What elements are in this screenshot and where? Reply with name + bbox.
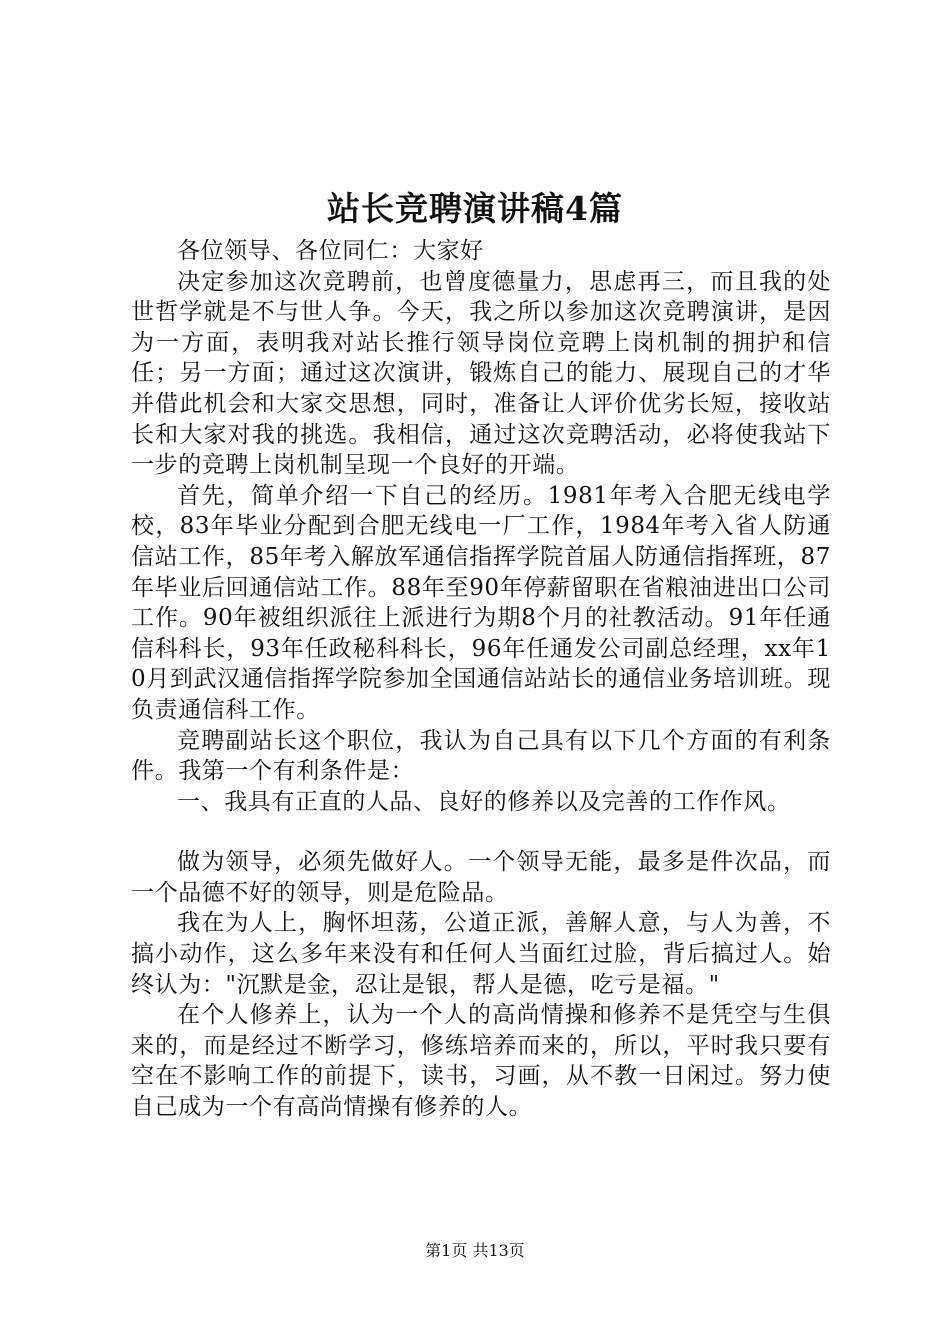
document-title: 站长竞聘演讲稿4篇 (327, 189, 623, 228)
page-footer: 第1页 共13页 (425, 1241, 525, 1260)
paragraph-character: 我在为人上，胸怀坦荡，公道正派，善解人意，与人为善，不搞小动作，这么多年来没有和任何人当面红过脸，背后搞过人。始终认为："沉默是金，忍让是银，帮人是德，吃亏是福。" (131, 910, 831, 998)
paragraph-conditions-intro: 竞聘副站长这个职位，我认为自己具有以下几个方面的有利条件。我第一个有利条件是： (131, 727, 831, 785)
paragraph-motivation: 决定参加这次竞聘前，也曾度德量力，思虑再三，而且我的处世哲学就是不与世人争。今天，我之所以参加这次竞聘演讲，是因为一方面，表明我对站长推行领导岗位竞聘上岗机制的拥护和信任；另一方面；通过这次演讲，锻炼自己的能力、展现自己的才华并借此机会和大家交思想，同时，准备让人评价优劣长短，接收站长和大家对我的挑选。我相信，通过这次竞聘活动，必将使我站下一步的竞聘上岗机制呈现一个良好的开端。 (131, 268, 831, 479)
paragraph-experience: 首先，简单介绍一下自己的经历。1981年考入合肥无线电学校，83年毕业分配到合肥无线电一厂工作，1984年考入省人防通信站工作，85年考入解放军通信指挥学院首届人防通信指挥班，87年毕业后回通信站工作。88年至90年停薪留职在省粮油进出口公司工作。90年被组织派往上派进行为期8个月的社教活动。91年任通信科科长，93年任政秘科科长，96年任通发公司副总经理，xx年10月到武汉通信指挥学院参加全国通信站站长的通信业务培训班。现负责通信科工作。 (131, 482, 831, 723)
paragraph-greeting: 各位领导、各位同仁：大家好 (177, 238, 484, 264)
paragraph-self-cultivation: 在个人修养上，认为一个人的高尚情操和修养不是凭空与生俱来的，而是经过不断学习，修练培养而来的，所以，平时我只要有空在不影响工作的前提下，读书，习画，从不教一日闲过。努力使自己成为一个有高尚情操有修养的人。 (131, 1002, 831, 1121)
document-body (131, 236, 831, 1123)
paragraph-leadership: 做为领导，必须先做好人。一个领导无能，最多是件次品，而一个品德不好的领导，则是危险品。 (131, 849, 831, 906)
paragraph-condition-one: 一、我具有正直的人品、良好的修养以及完善的工作作风。 (177, 788, 791, 815)
